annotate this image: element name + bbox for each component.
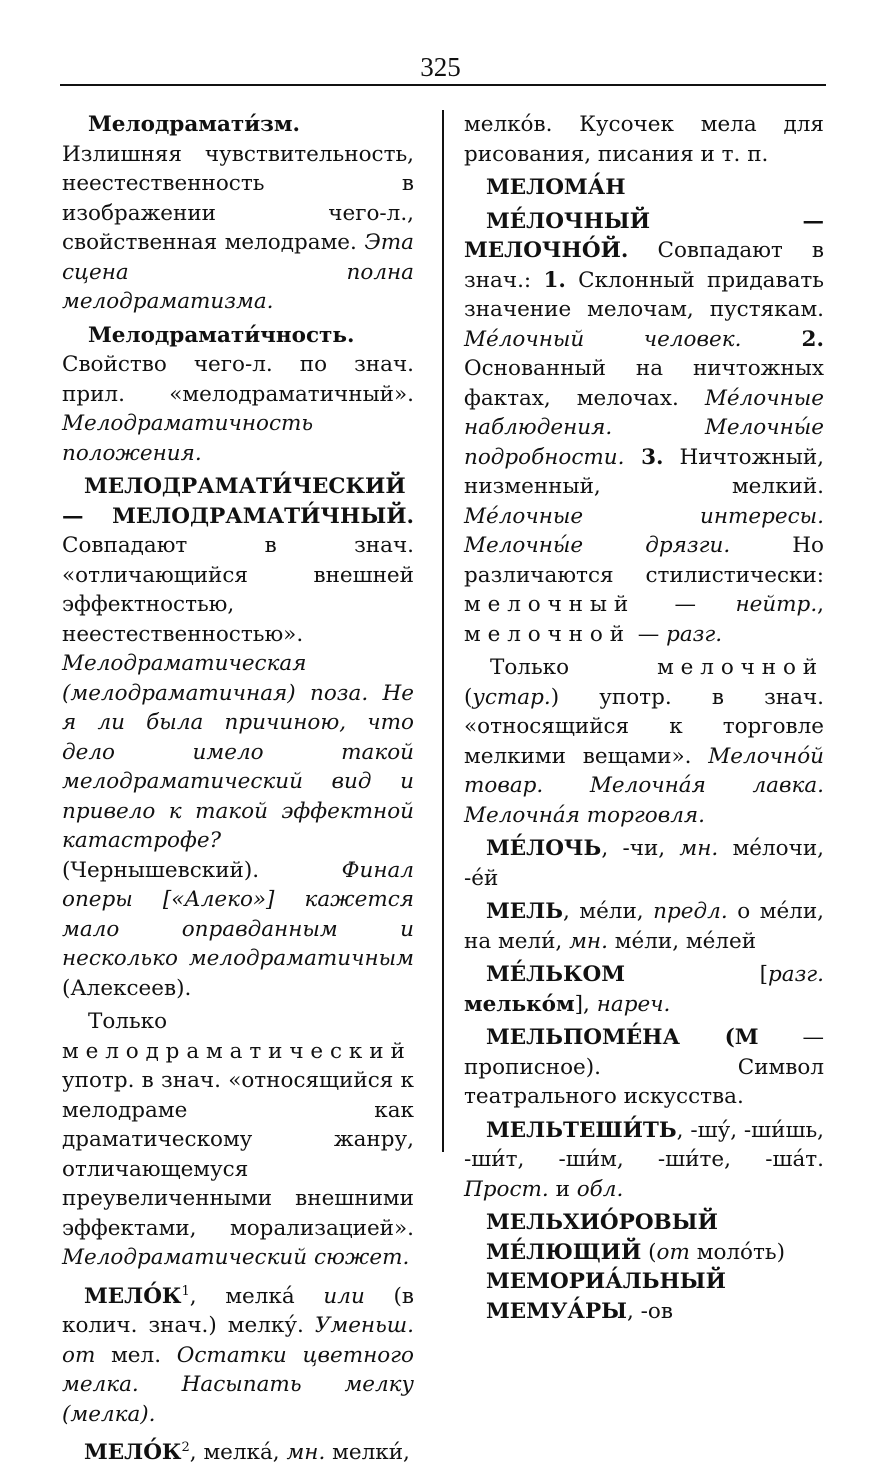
left-column	[62, 110, 414, 1472]
entry-definition: Совпадают в знач. «отличающийся внешней эффектностью, неестественностью».	[62, 533, 414, 647]
entry-example: Мелодраматичность положения.	[62, 411, 314, 466]
entry-definition: Излишняя чувствительность, неестественность в изображении чего-л., свойственная мелодраме.	[62, 141, 414, 255]
entry-headword: МЕЛЬ	[486, 899, 563, 924]
entry-headword: МЕЛОДРАМАТИ́ЧЕСКИЙ — МЕЛОДРАМАТИ́ЧНЫЙ.	[62, 474, 414, 529]
entry-melok-1: $МЕЛО́К^1$, мелка́ или (в колич. знач.) мелку́. Уменьш. от мел. Остатки цветного мелка. Насыпать мелку (мелка).	[62, 1283, 414, 1427]
entry-example: Финал оперы [«Алеко»] кажется мало оправданным и несколько мелодраматичным	[62, 857, 414, 971]
entry-usage-note: Только мелодраматический употр. в знач. «относящийся к мелодраме как драматическому жанру, отличающемуся преувеличенными внешними эффектами, морализацией». Мелодраматический сюжет.	[62, 1009, 414, 1270]
entry-melok-2-continued: мелко́в. Кусочек мела для рисования, писания и т. п.	[464, 112, 824, 167]
entry-headword: МЕ́ЛЮЩИЙ	[486, 1239, 642, 1265]
entry-melodramatichnost	[62, 321, 414, 469]
entry-memuary: МЕМУА́РЫ, -ов	[486, 1298, 673, 1324]
entry-melodramatizm	[62, 110, 414, 317]
entry-source: (Чернышевский).	[62, 857, 342, 883]
entry-melochny: МЕ́ЛОЧНЫЙ — МЕЛОЧНО́Й. Совпадают в знач.: 1. Склонный придавать значение мелочам, пустякам. Ме́лочный человек. 2. Основанный на ничтожных фактах, мелочах. Ме́лочные наблюдения. Мелочны́е подробности. 3. Ничтожный, низменный, мелкий. Ме́лочные интересы. Мелочны́е дрязги. Но различаются стилистически: мелочный — нейтр., мелочной — разг.	[464, 208, 824, 647]
entry-melkom: МЕ́ЛЬКОМ [разг. мелько́м], нареч.	[464, 962, 824, 1017]
homonym-index: 1	[181, 1283, 190, 1299]
entry-example: Ме́лочный человек.	[464, 326, 742, 352]
spaced-word: мелодраматический	[62, 1038, 412, 1064]
entry-headword: МЕЛЬПОМЕ́НА (М	[486, 1025, 759, 1050]
header-rule	[60, 84, 826, 86]
entry-headword: МЕ́ЛЬКОМ	[486, 962, 626, 987]
entry-headword: МЕМОРИА́ЛЬНЫЙ	[486, 1269, 726, 1294]
page-number: 325	[420, 52, 461, 82]
column-divider	[442, 110, 444, 1152]
entry-headword: МЕМУА́РЫ	[486, 1298, 627, 1324]
entry-headword: МЕЛО́К	[84, 1283, 182, 1309]
entry-melok-2: $МЕЛО́К^2$, мелка́, мн. мелки́,	[84, 1440, 410, 1466]
entry-melpomena: МЕЛЬПОМЕ́НА (М — прописное). Символ театрального искусства.	[464, 1025, 824, 1109]
entry-melkhiorovy	[464, 1208, 824, 1238]
right-column	[464, 110, 824, 1330]
entry-headword: МЕ́ЛОЧНЫЙ — МЕЛОЧНО́Й.	[464, 208, 824, 263]
entry-mel: МЕЛЬ, ме́ли, предл. о ме́ли, на мели́, мн. ме́ли, ме́лей	[464, 899, 824, 954]
entry-example: Остатки цветного мелка. Насыпать мелку (мелка).	[62, 1342, 414, 1427]
entry-definition: Свойство чего-л. по знач. прил. «мелодраматичный».	[62, 352, 414, 407]
entry-headword: МЕЛЬТЕШИ́ТЬ	[486, 1117, 677, 1143]
entry-source: (Алексеев).	[62, 975, 192, 1001]
entry-usage-note: Только мелочной (устар.) употр. в знач. «относящийся к торговле мелкими вещами». Мелочно́й товар. Мелочна́я лавка. Мелочна́я торговля.	[464, 655, 824, 828]
entry-meloman	[464, 173, 824, 203]
entry-memorialny	[464, 1267, 824, 1297]
entry-example: Ме́лочные наблюдения. Мелочны́е подробности.	[464, 385, 824, 470]
entry-melodramaticheskiy	[62, 472, 414, 1003]
entry-melyushchiy: МЕ́ЛЮЩИЙ (от моло́ть)	[486, 1239, 785, 1265]
entry-definition: употр. в знач. «относящийся к мелодраме как драматическому жанру, отличающемуся преувеличенными внешними эффектами, морализацией».	[62, 1068, 414, 1241]
entry-headword: Мелодрамати́зм.	[88, 112, 301, 137]
entry-headword: МЕ́ЛОЧЬ	[486, 836, 602, 861]
entry-example: Мелодраматическая (мелодраматичная) поза. Не я ли была причиною, что дело имело такой мелодраматический вид и привело к такой эффектной катастрофе?	[62, 651, 414, 853]
entry-meloch: МЕ́ЛОЧЬ, -чи, мн. ме́лочи, -е́й	[464, 836, 824, 891]
entry-headword: Мелодрамати́чность.	[88, 322, 355, 348]
spaced-word: мелочный	[464, 592, 636, 617]
entry-headword: МЕЛЬХИО́РОВЫЙ	[486, 1210, 718, 1235]
entry-example: Ме́лочные интересы. Мелочны́е дрязги.	[464, 503, 824, 558]
entry-example: Мелодраматический сюжет.	[62, 1245, 410, 1270]
spaced-word: мелочной	[464, 621, 631, 647]
spaced-word: мелочной	[657, 655, 824, 680]
entry-example: Эта сцена полна мелодраматизма.	[62, 230, 414, 314]
homonym-index: 2	[181, 1440, 190, 1456]
entry-meltoshit: МЕЛЬТЕШИ́ТЬ, -шу́, -ши́шь, -ши́т, -ши́м, -ши́те, -ша́т. Прост. и обл.	[464, 1117, 825, 1202]
entry-headword: МЕЛО́К	[84, 1440, 182, 1466]
entry-example: Мелочно́й товар. Мелочна́я лавка. Мелочна́я торговля.	[464, 743, 824, 828]
entry-headword: МЕЛОМА́Н	[486, 175, 626, 200]
